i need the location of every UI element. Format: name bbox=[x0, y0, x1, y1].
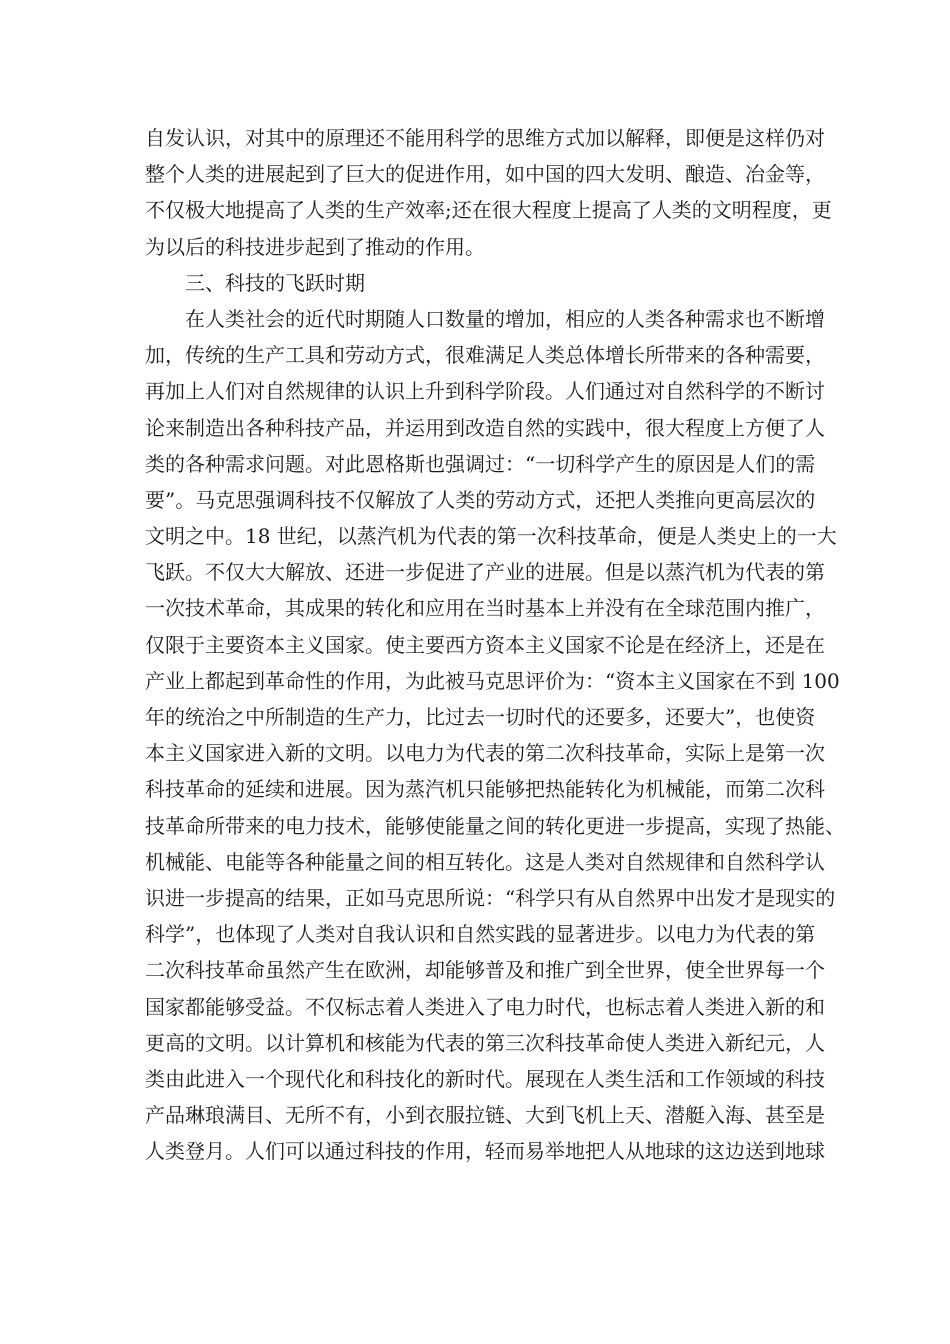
text-line: 再加上人们对自然规律的认识上升到科学阶段。人们通过对自然科学的不断讨 bbox=[145, 379, 825, 404]
text-line: 产品琳琅满目、无所不有，小到衣服拉链、大到飞机上天、潜艇入海、甚至是 bbox=[145, 1103, 825, 1128]
text-line: 一次技术革命，其成果的转化和应用在当时基本上并没有在全球范围内推广， bbox=[145, 596, 825, 621]
text-line: 飞跃。不仅大大解放、还进一步促进了产业的进展。但是以蒸汽机为代表的第 bbox=[145, 560, 825, 585]
text-line: 整个人类的进展起到了巨大的促进作用，如中国的四大发明、酿造、冶金等， bbox=[145, 162, 825, 187]
text-line: 为以后的科技进步起到了推动的作用。 bbox=[145, 234, 485, 259]
text-line: 科技革命的延续和进展。因为蒸汽机只能够把热能转化为机械能，而第二次科 bbox=[145, 777, 825, 802]
text-line: 论来制造出各种科技产品，并运用到改造自然的实践中，很大程度上方便了人 bbox=[145, 415, 825, 440]
text-line: 仅限于主要资本主义国家。使主要西方资本主义国家不论是在经济上，还是在 bbox=[145, 632, 825, 657]
text-line: 年的统治之中所制造的生产力，比过去一切时代的还要多，还要大”，也使资 bbox=[145, 705, 816, 729]
text-line: 科学”，也体现了人类对自我认识和自然实践的显著进步。以电力为代表的第 bbox=[145, 922, 816, 947]
text-line: 识进一步提高的结果，正如马克思所说：“科学只有从自然界中出发才是现实的 bbox=[145, 885, 836, 910]
text-line: 二次科技革命虽然产生在欧洲，却能够普及和推广到全世界，使全世界每一个 bbox=[145, 958, 825, 983]
text-line: 加，传统的生产工具和劳动方式，很难满足人类总体增长所带来的各种需要， bbox=[145, 343, 825, 368]
text-line: 文明之中。18 世纪，以蒸汽机为代表的第一次科技革命，便是人类史上的一大 bbox=[145, 524, 837, 549]
body-text bbox=[145, 120, 845, 1169]
text-line: 自发认识，对其中的原理还不能用科学的思维方式加以解释，即便是这样仍对 bbox=[145, 126, 825, 150]
text-line: 本主义国家进入新的文明。以电力为代表的第二次科技革命，实际上是第一次 bbox=[145, 741, 825, 766]
text-line: 不仅极大地提高了人类的生产效率;还在很大程度上提高了人类的文明程度，更 bbox=[145, 198, 832, 223]
text-line: 产业上都起到革命性的作用，为此被马克思评价为：“资本主义国家在不到 100 bbox=[145, 668, 840, 693]
text-line: 类的各种需求问题。对此恩格斯也强调过：“一切科学产生的原因是人们的需 bbox=[145, 451, 816, 476]
text-line: 类由此进入一个现代化和科技化的新时代。展现在人类生活和工作领域的科技 bbox=[145, 1066, 825, 1091]
text-line: 国家都能够受益。不仅标志着人类进入了电力时代，也标志着人类进入新的和 bbox=[145, 994, 825, 1019]
text-line: 更高的文明。以计算机和核能为代表的第三次科技革命使人类进入新纪元，人 bbox=[145, 1030, 825, 1055]
text-line: 在人类社会的近代时期随人口数量的增加，相应的人类各种需求也不断增 bbox=[185, 306, 825, 331]
text-line: 要”。马克思强调科技不仅解放了人类的劳动方式，还把人类推向更高层次的 bbox=[145, 487, 816, 512]
text-line: 人类登月。人们可以通过科技的作用，轻而易举地把人从地球的这边送到地球 bbox=[145, 1139, 825, 1164]
text-line: 机械能、电能等各种能量之间的相互转化。这是人类对自然规律和自然科学认 bbox=[145, 849, 825, 874]
text-line: 技革命所带来的电力技术，能够使能量之间的转化更进一步提高，实现了热能、 bbox=[145, 813, 845, 838]
section-heading: 三、科技的飞跃时期 bbox=[185, 270, 365, 295]
